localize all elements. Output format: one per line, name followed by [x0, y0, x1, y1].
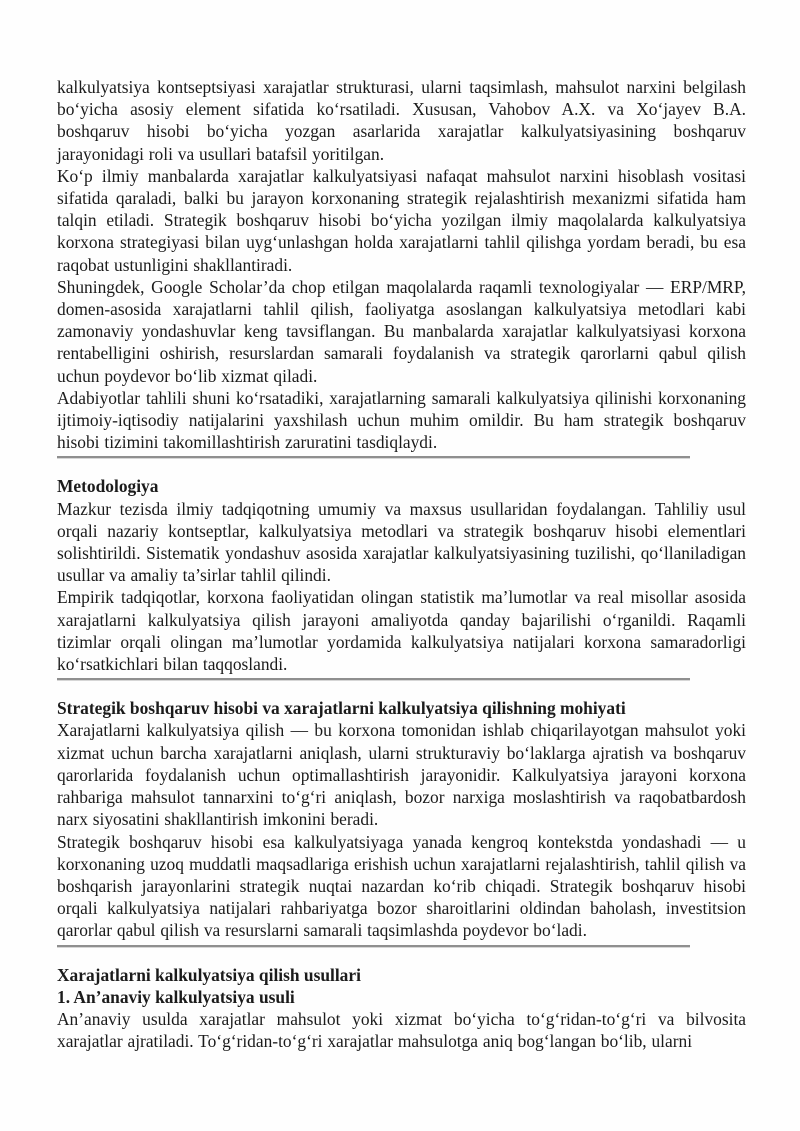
paragraph-google-scholar: Shuningdek, Google Scholar’da chop etilgan maqolalarda raqamli texnologiyalar — ERP/MRP, domen-asosida xarajatlarni tahlil qilish, faoliyatga asoslangan kalkulyatsiya metodlari kabi zamonaviy yondashuvlar keng tavsiflangan. Bu manbalarda xarajatlar kalkulyatsiyasi korxona rentabelligini oshirish, resurslardan samarali foydalanish va strategik qarorlarni qabul qilish uchun poydevor boʻlib xizmat qiladi.: [57, 276, 746, 386]
heading-traditional-method: 1. An’anaviy kalkulyatsiya usuli: [57, 986, 295, 1007]
section-divider-1: [57, 456, 690, 459]
section-divider-2: [57, 678, 690, 681]
heading-calculation-methods: Xarajatlarni kalkulyatsiya qilish usullari: [57, 964, 361, 985]
paragraph-calculation-definition: Xarajatlarni kalkulyatsiya qilish — bu korxona tomonidan ishlab chiqarilayotgan mahsulot yoki xizmat uchun barcha xarajatlarni aniqlash, ularni strukturaviy boʻlaklarga ajratish va boshqaruv qarorlarida foydalanish uchun optimallashtirish jarayonidir. Kalkulyatsiya jarayoni korxona rahbariga mahsulot tannarxini toʻgʻri aniqlash, bozor narxiga moslashtirish va raqobatbardosh narx siyosatini shakllantirish imkonini beradi.: [57, 720, 746, 830]
paragraph-strategic-context: Strategik boshqaruv hisobi esa kalkulyatsiyaga yanada kengroq kontekstda yondashadi — u korxonaning uzoq muddatli maqsadlariga erishish uchun xarajatlarni rejalashtirish, tahlil qilish va boshqarish jarayonlarini strategik nuqtai nazardan koʻrib chiqadi. Strategik boshqaruv hisobi orqali kalkulyatsiya natijalari rahbariyatga bozor sharoitlarini oldindan baholash, investitsion qarorlar qabul qilish va resurslarni samarali taqsimlashda poydevor boʻladi.: [57, 831, 746, 941]
heading-metodologiya: Metodologiya: [57, 476, 159, 497]
paragraph-literature-conclusion: Adabiyotlar tahlili shuni koʻrsatadiki, xarajatlarning samarali kalkulyatsiya qilinishi korxonaning ijtimoiy-iqtisodiy natijalarini yaxshilash uchun muhim omildir. Bu ham strategik boshqaruv hisobi tizimini takomillashtirish zaruratini tasdiqlaydi.: [57, 387, 746, 453]
paragraph-methodology-1: Mazkur tezisda ilmiy tadqiqotning umumiy va maxsus usullaridan foydalangan. Tahliliy usul orqali nazariy kontseptlar, kalkulyatsiya metodlari va strategik boshqaruv hisobi elementlari solishtirildi. Sistematik yondashuv asosida xarajatlar kalkulyatsiyasining tuzilishi, qoʻllaniladigan usullar va amaliy ta’sirlar tahlil qilindi.: [57, 498, 746, 586]
document-text-block: [57, 76, 746, 1052]
paragraph-literature-intro: kalkulyatsiya kontseptsiyasi xarajatlar strukturasi, ularni taqsimlash, mahsulot narxini belgilash boʻyicha asosiy element sifatida koʻrsatiladi. Xususan, Vahobov A.X. va Xoʻjayev B.A. boshqaruv hisobi boʻyicha yozgan asarlarida xarajatlar kalkulyatsiyasining boshqaruv jarayonidagi roli va usullari batafsil yoritilgan.: [57, 77, 746, 164]
heading-strategic-accounting: Strategik boshqaruv hisobi va xarajatlarni kalkulyatsiya qilishning mohiyati: [57, 698, 626, 719]
paragraph-traditional-method: An’anaviy usulda xarajatlar mahsulot yoki xizmat boʻyicha toʻgʻridan-toʻgʻri va bilvosita xarajatlar ajratiladi. Toʻgʻridan-toʻgʻri xarajatlar mahsulotga aniq bogʻlangan boʻlib, ularni: [57, 1008, 746, 1052]
paragraph-methodology-2: Empirik tadqiqotlar, korxona faoliyatidan olingan statistik ma’lumotlar va real misollar asosida xarajatlarni kalkulyatsiya qilish jarayoni amaliyotda qanday bajarilishi oʻrganildi. Raqamli tizimlar orqali olingan ma’lumotlar yordamida kalkulyatsiya natijalari korxona samaradorligi koʻrsatkichlari bilan taqqoslandi.: [57, 587, 746, 675]
section-divider-3: [57, 945, 690, 948]
paragraph-scientific-sources: Koʻp ilmiy manbalarda xarajatlar kalkulyatsiyasi nafaqat mahsulot narxini hisoblash vositasi sifatida qaraladi, balki bu jarayon korxonaning strategik rejalashtirish mexanizmi sifatida ham talqin etiladi. Strategik boshqaruv hisobi boʻyicha yozilgan ilmiy maqolalarda kalkulyatsiya korxona strategiyasi bilan uygʻunlashgan holda xarajatlarni tahlil qilishga yordam beradi, bu esa raqobat ustunligini shakllantiradi.: [57, 165, 746, 275]
